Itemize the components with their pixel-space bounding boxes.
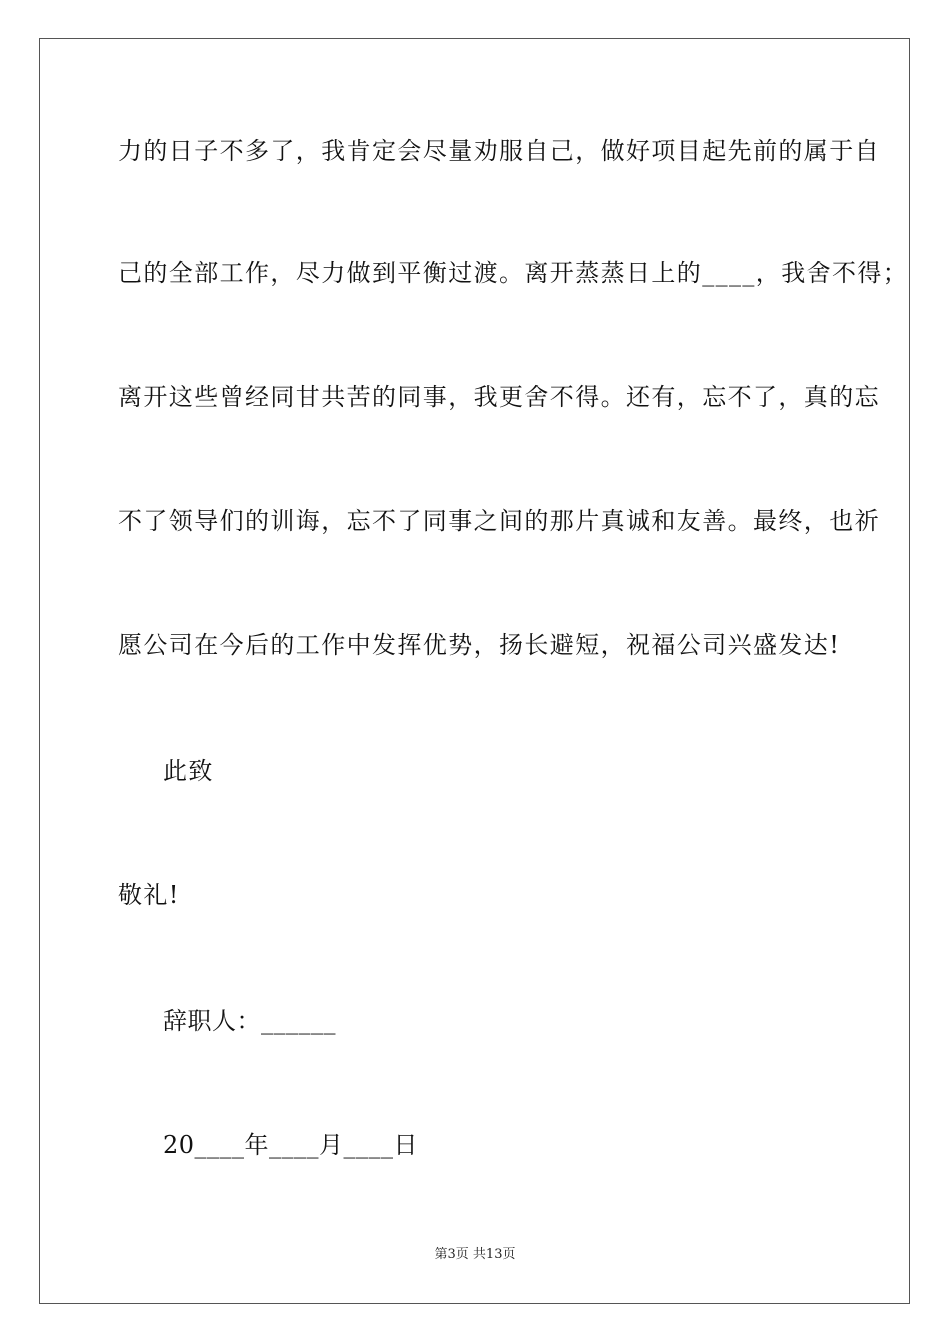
body-line-3: 离开这些曾经同甘共苦的同事，我更舍不得。还有，忘不了，真的忘 [118, 383, 880, 411]
body-line-4: 不了领导们的训诲，忘不了同事之间的那片真诚和友善。最终，也祈 [118, 507, 880, 535]
closing-regards: 敬礼! [118, 881, 180, 909]
page-frame [39, 38, 910, 1304]
body-line-5: 愿公司在今后的工作中发挥优势，扬长避短，祝福公司兴盛发达! [118, 631, 841, 659]
body-line-2: 己的全部工作，尽力做到平衡过渡。离开蒸蒸日上的____，我舍不得； [118, 259, 909, 287]
signer-line: 辞职人：______ [163, 1007, 336, 1035]
closing-salutation: 此致 [163, 757, 214, 785]
page-footer: 第3页 共13页 [434, 1247, 516, 1262]
body-line-1: 力的日子不多了，我肯定会尽量劝服自己，做好项目起先前的属于自 [118, 137, 880, 165]
date-line: 20____年____月____日 [163, 1131, 419, 1159]
